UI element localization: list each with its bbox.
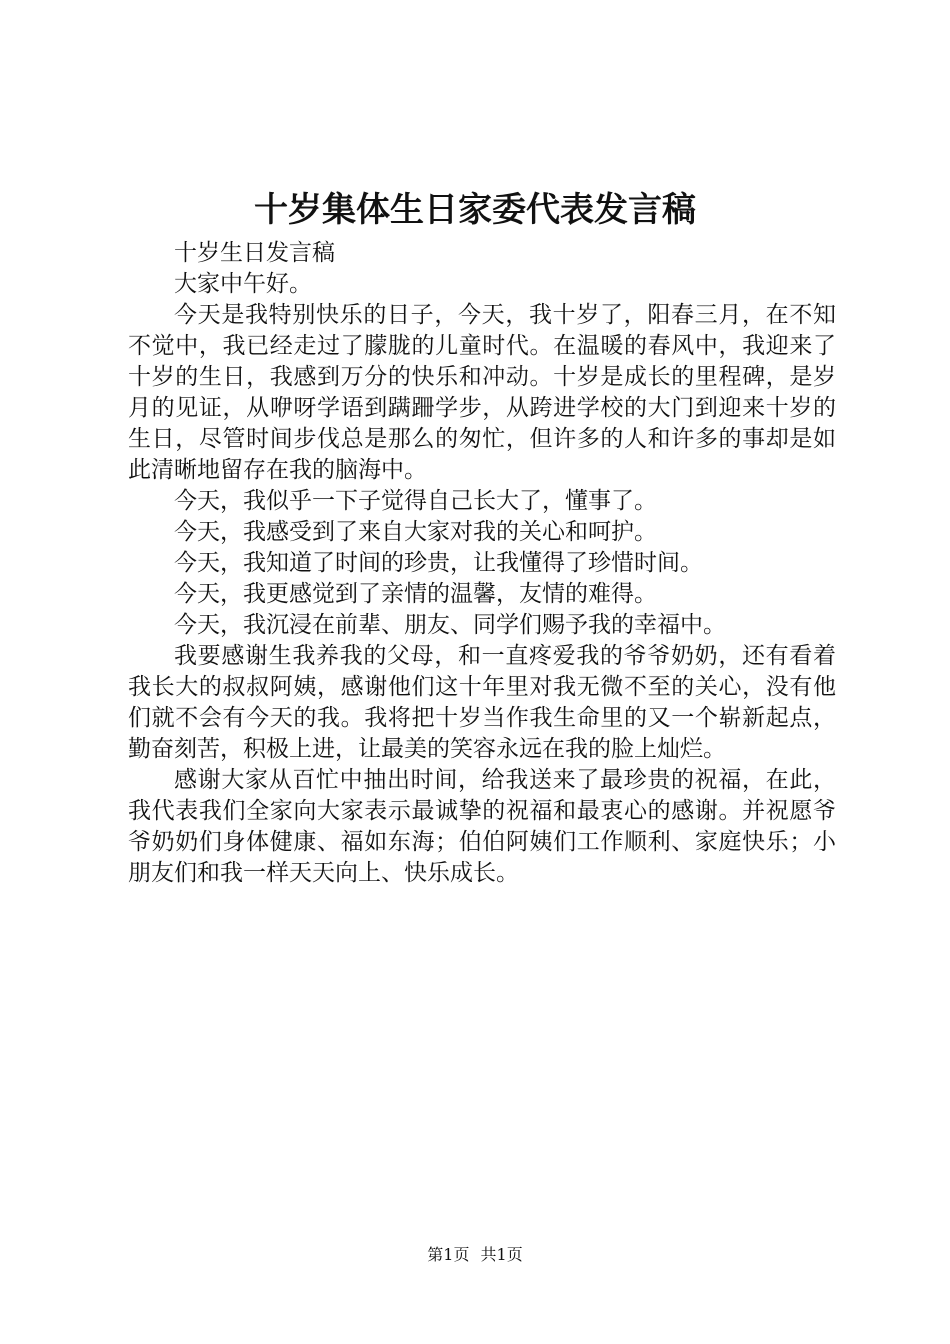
paragraph: 大家中午好。	[174, 271, 312, 297]
document-body	[128, 238, 836, 889]
paragraph: 今天，我似乎一下子觉得自己长大了，懂事了。	[174, 488, 657, 514]
page-number: 第1页	[427, 1245, 470, 1264]
paragraph: 十岁生日发言稿	[174, 240, 335, 266]
page-total: 共1页	[480, 1245, 523, 1264]
paragraph: 我要感谢生我养我的父母，和一直疼爱我的爷爷奶奶，还有看着我长大的叔叔阿姨，感谢他们这十年里对我无微不至的关心，没有他们就不会有今天的我。我将把十岁当作我生命里的又一个崭新起点，勤奋刻苦，积极上进，让最美的笑容永远在我的脸上灿烂。	[128, 643, 836, 762]
paragraph: 今天，我更感觉到了亲情的温馨，友情的难得。	[174, 581, 657, 607]
paragraph: 今天，我沉浸在前辈、朋友、同学们赐予我的幸福中。	[174, 612, 726, 638]
paragraph: 今天，我感受到了来自大家对我的关心和呵护。	[174, 519, 657, 545]
paragraph: 感谢大家从百忙中抽出时间，给我送来了最珍贵的祝福，在此，我代表我们全家向大家表示最诚挚的祝福和最衷心的感谢。并祝愿爷爷奶奶们身体健康、福如东海；伯伯阿姨们工作顺利、家庭快乐；小朋友们和我一样天天向上、快乐成长。	[128, 767, 836, 886]
paragraph: 今天，我知道了时间的珍贵，让我懂得了珍惜时间。	[174, 550, 703, 576]
paragraph: 今天是我特别快乐的日子，今天，我十岁了，阳春三月，在不知不觉中，我已经走过了朦胧的儿童时代。在温暖的春风中，我迎来了十岁的生日，我感到万分的快乐和冲动。十岁是成长的里程碑，是岁月的见证，从咿呀学语到蹒跚学步，从跨进学校的大门到迎来十岁的生日，尽管时间步伐总是那么的匆忙，但许多的人和许多的事却是如此清晰地留存在我的脑海中。	[128, 302, 836, 483]
page-footer	[0, 1244, 950, 1266]
document-title: 十岁集体生日家委代表发言稿	[254, 190, 696, 230]
